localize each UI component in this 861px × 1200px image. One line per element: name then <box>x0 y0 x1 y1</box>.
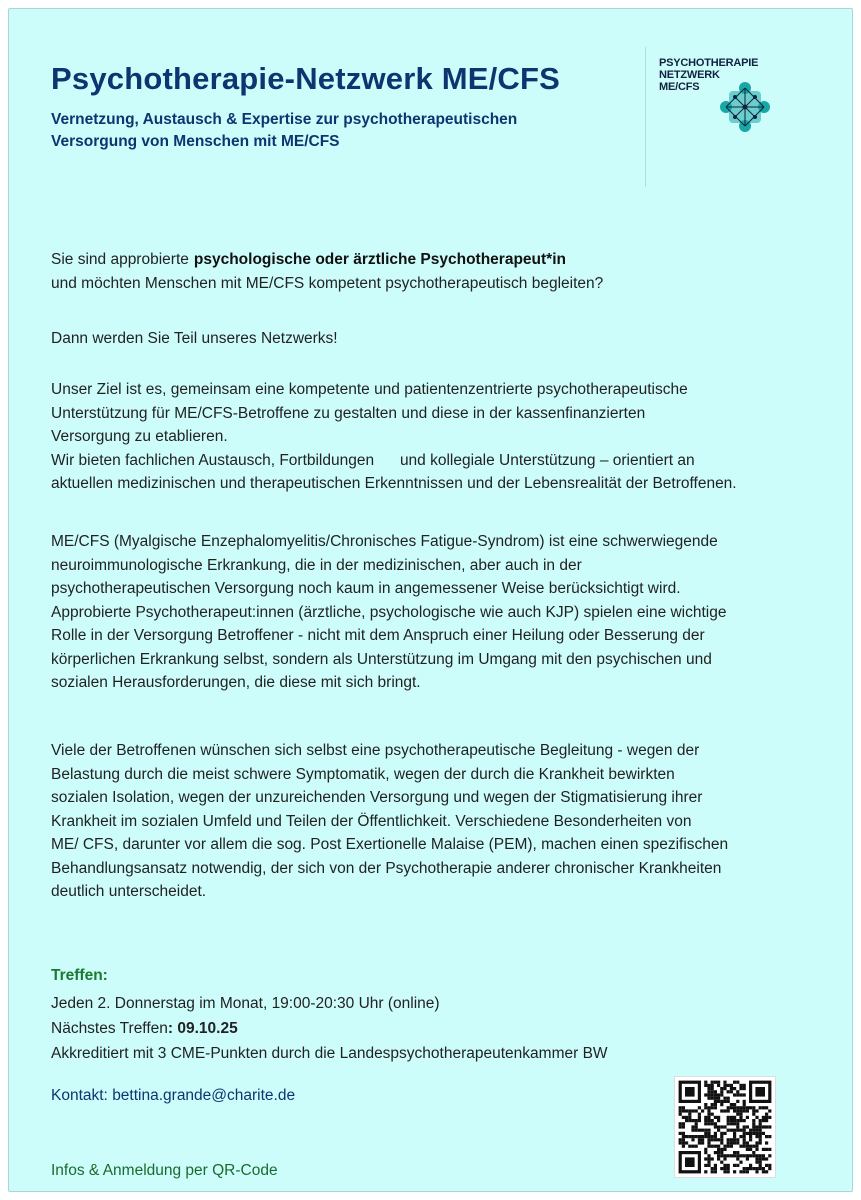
paragraph-line: Unterstützung für ME/CFS-Betroffene zu gestalten und diese in der kassenfinanzierten <box>51 404 646 422</box>
paragraph-line: körperlichen Erkrankung selbst, sondern als Unterstützung im Umgang mit den psychischen und <box>51 650 712 668</box>
logo-line: NETZWERK <box>659 69 720 81</box>
meeting-heading: Treffen: <box>51 967 108 984</box>
paragraph-line: Krankheit im sozialen Umfeld und Teilen der Öffentlichkeit. Verschiedene Besonderheiten von <box>51 812 692 830</box>
paragraph-line: sozialen Isolation, wegen der unzureichenden Versorgung und wegen der Stigmatisierung ihrer <box>51 789 703 806</box>
meeting-details <box>51 991 608 1066</box>
paragraph-line: Wir bieten fachlichen Austausch, Fortbildungen und kollegiale Unterstützung – orientiert an <box>51 451 695 469</box>
intro-bold-text: psychologische oder ärztliche Psychotherapeut*in <box>193 251 566 268</box>
qr-code-graphic <box>675 1077 775 1177</box>
subtitle-line: Versorgung von Menschen mit ME/CFS <box>51 133 340 150</box>
paragraph-line: Behandlungsansatz notwendig, der sich von der Psychotherapie anderer chronischer Krankheiten <box>51 859 722 877</box>
subtitle-line: Vernetzung, Austausch & Expertise zur psychotherapeutischen <box>51 111 518 128</box>
intro-text: und möchten Menschen mit ME/CFS kompetent psychotherapeutisch begleiten? <box>51 274 604 292</box>
next-meeting-colon: : <box>167 1020 174 1037</box>
patients-paragraph <box>51 739 831 904</box>
goal-paragraph <box>51 378 831 496</box>
logo-line: PSYCHOTHERAPIE <box>659 57 759 69</box>
paragraph-line: Belastung durch die meist schwere Symptomatik, wegen der durch die Krankheit bewirkten <box>51 765 675 783</box>
flyer-page <box>8 8 853 1192</box>
paragraph-line: deutlich unterscheidet. <box>51 883 207 900</box>
network-puzzle-icon <box>715 69 777 139</box>
paragraph-line: ME/CFS (Myalgische Enzephalomyelitis/Chronisches Fatigue-Syndrom) ist eine schwerwiegende <box>51 533 718 550</box>
next-meeting <box>51 1016 608 1041</box>
paragraph-line: Approbierte Psychotherapeut:innen (ärztliche, psychologische wie auch KJP) spielen eine wichtige <box>51 603 727 621</box>
contact-email-link[interactable]: bettina.grande@charite.de <box>112 1087 296 1104</box>
paragraph-line: Versorgung zu etablieren. <box>51 428 228 445</box>
logo-line: ME/CFS <box>659 81 700 93</box>
page-title: Psychotherapie-Netzwerk ME/CFS <box>51 61 561 96</box>
registration-info: Infos & Anmeldung per QR-Code <box>51 1162 278 1179</box>
mecfs-paragraph <box>51 530 831 695</box>
paragraph-line: sozialen Herausforderungen, die diese mit sich bringt. <box>51 674 421 691</box>
paragraph-line: aktuellen medizinischen und therapeutischen Erkenntnissen und der Lebensrealität der Betroffenen. <box>51 475 737 492</box>
paragraph-line: Viele der Betroffenen wünschen sich selbst eine psychotherapeutische Begleitung - wegen der <box>51 742 700 759</box>
call-to-action: Dann werden Sie Teil unseres Netzwerks! <box>51 330 338 347</box>
intro-text: Sie sind approbierte <box>51 251 189 268</box>
paragraph-line: Rolle in der Versorgung Betroffener - nicht mit dem Anspruch einer Heilung oder Besserung der <box>51 627 705 644</box>
paragraph-line: ME/ CFS, darunter vor allem die sog. Post Exertionelle Malaise (PEM), machen einen spezifischen <box>51 836 729 853</box>
paragraph-line: neuroimmunologische Erkrankung, die in der medizinischen, aber auch in der <box>51 556 582 574</box>
next-meeting-label: Nächstes Treffen <box>51 1020 168 1037</box>
network-logo <box>659 57 779 141</box>
paragraph-line: Unser Ziel ist es, gemeinsam eine kompetente und patientenzentrierte psychotherapeutische <box>51 381 688 398</box>
contact-label: Kontakt: <box>51 1087 113 1104</box>
header-divider <box>645 47 646 187</box>
meeting-schedule: Jeden 2. Donnerstag im Monat, 19:00-20:30 Uhr (online) <box>51 995 440 1012</box>
qr-code-icon[interactable] <box>674 1076 776 1178</box>
contact-line <box>51 1087 295 1105</box>
paragraph-line: psychotherapeutischen Versorgung noch kaum in angemessener Weise berücksichtigt wird. <box>51 580 681 597</box>
accreditation-text: Akkreditiert mit 3 CME-Punkten durch die Landespsychotherapeutenkammer BW <box>51 1045 608 1062</box>
page-subtitle <box>51 109 611 153</box>
intro-paragraph <box>51 248 831 295</box>
next-meeting-date: 09.10.25 <box>173 1020 238 1037</box>
